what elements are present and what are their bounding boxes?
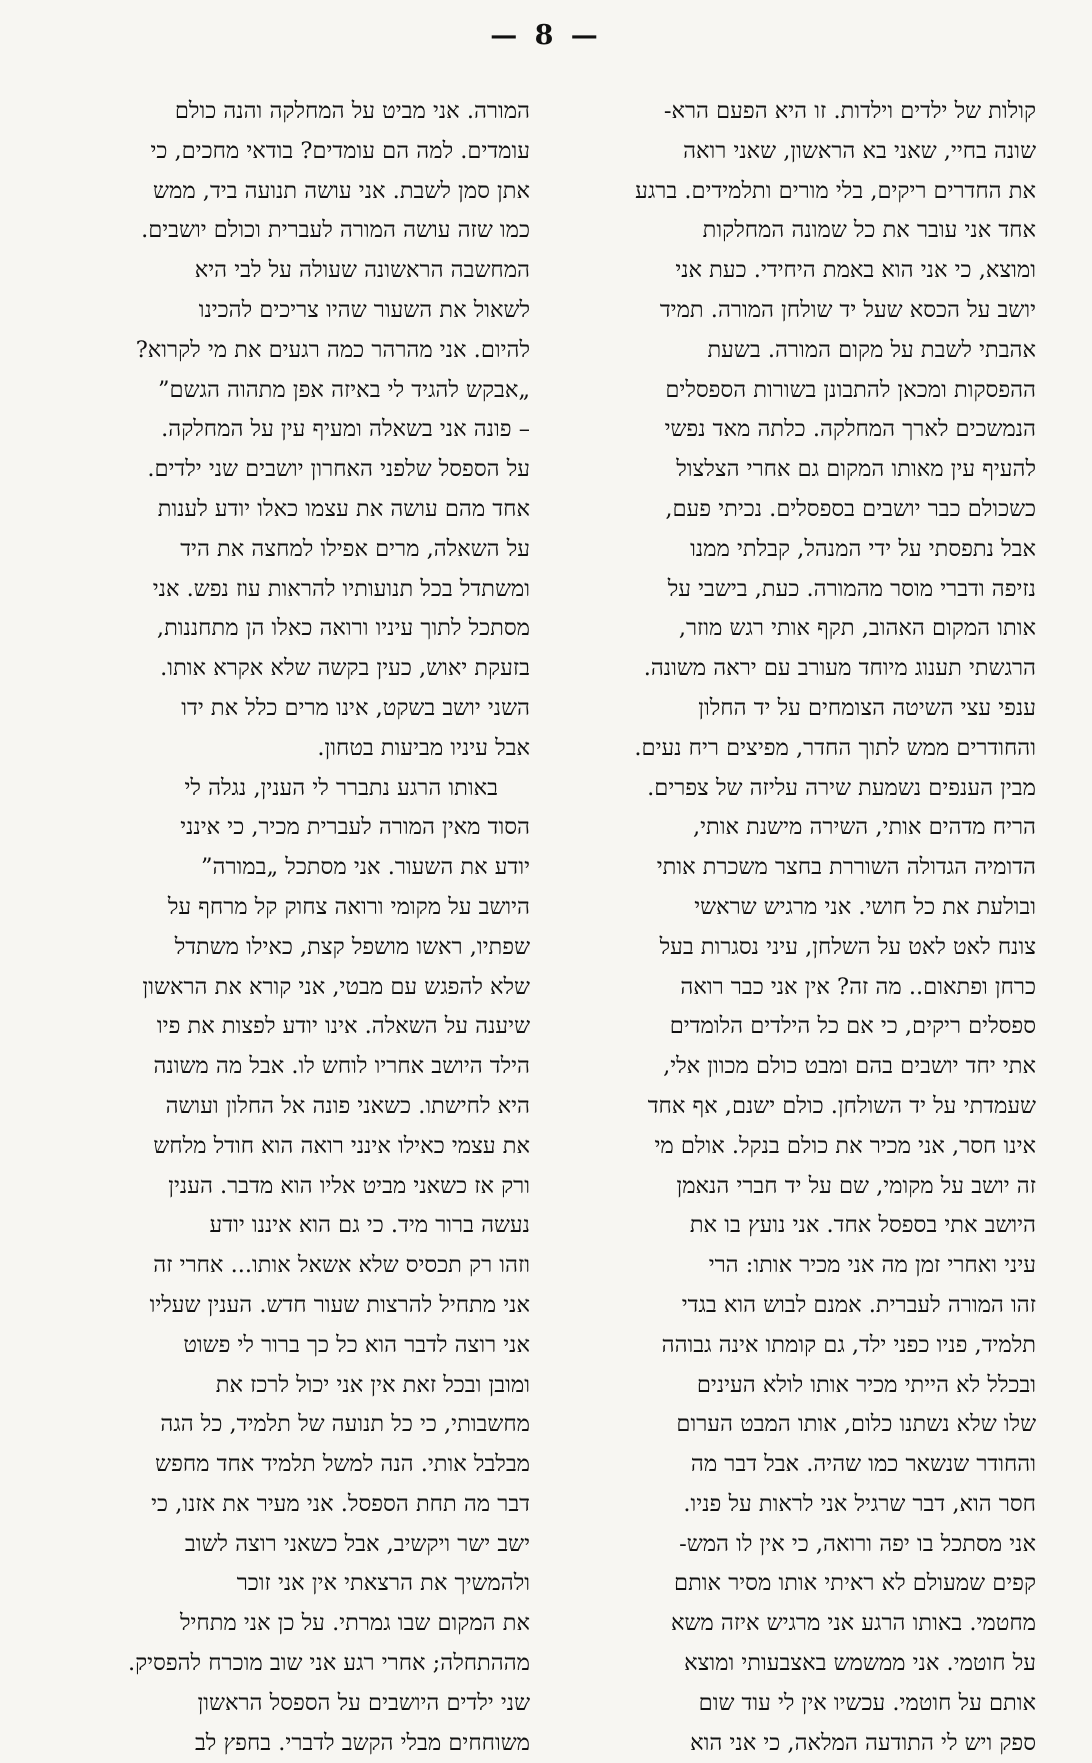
text-line: אבל עיניו מביעות בטחון.	[317, 734, 530, 761]
text-line: דבר מה תחת הספסל. אני מעיר את אזנו, כי	[151, 1490, 530, 1517]
text-line: את עצמי כאילו אינני רואה הוא חודל מלחש	[153, 1132, 530, 1159]
text-line: אחד מהם עושה את עצמו כאלו יודע לענות	[157, 495, 530, 522]
text-line: אבל נתפסתי על ידי המנהל, קבלתי ממנו	[690, 535, 1036, 562]
text-line: – פונה אני בשאלה ומעיף עין על המחלקה.	[161, 416, 530, 443]
text-line: ולהמשיך את הרצאתי אין אני זוכר	[236, 1570, 530, 1597]
text-line: הסוד מאין המורה לעברית מכיר, כי אינני	[180, 814, 530, 841]
text-line: ומשתדל בכל תנועותיו להראות עוז נפש. אני	[152, 575, 530, 602]
text-line: הדומיה הגדולה השוררת בחצר משכרת אותי	[656, 854, 1036, 881]
text-line: להיום. אני מהרהר כמה רגעים את מי לקרוא?	[135, 336, 530, 363]
text-line: ורק אז כשאני מביט אליו הוא מדבר. הענין	[168, 1172, 530, 1199]
text-line: אחד אני עובר את כל שמונה המחלקות	[702, 217, 1036, 244]
text-line: שונה בחיי, שאני בא הראשון, שאני רואה	[683, 137, 1036, 164]
text-line: על השאלה, מרים אפילו למחצה את היד	[180, 535, 530, 562]
text-line: המחשבה הראשונה שעולה על לבי היא	[194, 257, 530, 284]
text-line: היושב אתי בספסל אחד. אני נועץ בו את	[689, 1212, 1036, 1239]
right-text-column	[556, 92, 1036, 1763]
text-line: ומוצא, כי אני הוא באמת היחידי. כעת אני	[675, 257, 1036, 284]
text-line: ההפסקות ומכאן להתבונן בשורות הספסלים	[665, 376, 1036, 403]
text-line: על חוטמי. אני ממשמש באצבעותי ומוצא	[684, 1650, 1036, 1677]
text-line: אותם על חוטמי. עכשיו אין לי עוד שום	[698, 1689, 1036, 1716]
text-line: משוחחים מבלי הקשב לדברי. בחפץ לב	[194, 1729, 530, 1756]
text-line: מחשבותי, כי כל תנועה של תלמיד, כל הגה	[160, 1411, 530, 1438]
text-line: זה יושב על מקומי, שם על יד חברי הנאמן	[676, 1172, 1036, 1199]
text-line: קולות של ילדים וילדות. זו היא הפעם הרא-	[663, 98, 1036, 124]
text-line: אותו המקום האהוב, תקף אותי רגש מוזר,	[678, 615, 1036, 642]
text-line: אינו חסר, אני מכיר את כולם בנקל. אולם מי	[654, 1132, 1036, 1159]
text-line: כשכולם כבר יושבים בספסלים. נכיתי פעם,	[665, 495, 1036, 522]
text-line: מבין הענפים נשמעת שירה עליזה של צפרים.	[647, 774, 1036, 801]
text-line: נזיפה ודברי מוסר מהמורה. כעת, בישבי על	[667, 575, 1036, 602]
text-line: והחודר שנשאר כמו שהיה. אבל דבר מה	[690, 1451, 1036, 1478]
text-line: ענפי עצי השיטה הצומחים על יד החלון	[698, 694, 1036, 721]
text-line: אתן סמן לשבת. אני עושה תנועה ביד, ממש	[153, 177, 530, 204]
text-line: וזהו רק תכסיס שלא אשאל אותו... אחרי זה	[153, 1252, 530, 1279]
text-line: קפים שמעולם לא ראיתי אותו מסיר אותם	[674, 1570, 1036, 1597]
text-line: מסתכל לתוך עיניו ורואה כאלו הן מתחננות,	[156, 615, 530, 642]
text-line: היושב על מקומי ורואה צחוק קל מרחף על	[167, 893, 530, 920]
text-line: ובולעת את כל חושי. אני מרגיש שראשי	[694, 893, 1036, 920]
text-line: על הספסל שלפני האחרון יושבים שני ילדים.	[147, 456, 530, 483]
text-line: עומדים. למה הם עומדים? בודאי מחכים, כי	[150, 137, 530, 164]
text-line: שפתיו, ראשו מושפל קצת, כאילו משתדל	[174, 933, 530, 960]
text-line: את החדרים ריקים, בלי מורים ותלמידים. ברגע	[635, 177, 1036, 204]
text-line: ומובן ובכל זאת אין אני יכול לרכז את	[215, 1371, 530, 1398]
text-line: ספסלים ריקים, כי אם כל הילדים הלומדים	[669, 1013, 1036, 1040]
text-line: תלמיד, פניו כפני ילד, גם קומתו אינה גבוהה	[661, 1331, 1036, 1358]
text-line: לשאול את השעור שהיו צריכים להכינו	[198, 296, 530, 323]
text-line: בזעקת יאוש, כעין בקשה שלא אקרא אותו.	[160, 655, 530, 682]
text-line: אתי יחד יושבים בהם ומבט כולם מכוון אלי,	[663, 1053, 1036, 1080]
text-line: יושב על הכסא שעל יד שולחן המורה. תמיד	[659, 296, 1036, 323]
text-line: זהו המורה לעברית. אמנם לבוש הוא בגדי	[681, 1291, 1036, 1318]
text-line: שלא להפגש עם מבטי, אני קורא את הראשון	[142, 973, 530, 1000]
text-line: שני ילדים היושבים על הספסל הראשון	[197, 1689, 530, 1716]
text-line: שעמדתי על יד השולחן. כולם ישנם, אף אחד	[647, 1092, 1036, 1119]
text-line: כמו שזה עושה המורה לעברית וכולם יושבים.	[141, 217, 530, 244]
text-line: הנמשכים לארך המחלקה. כלתה מאד נפשי	[664, 416, 1036, 443]
text-line: את המקום שבו גמרתי. על כן אני מתחיל	[179, 1610, 530, 1637]
text-line: עיני ואחרי זמן מה אני מכיר אותו: הרי	[708, 1252, 1036, 1279]
text-line: יודע את השעור. אני מסתכל „במורה”	[201, 854, 530, 881]
text-line: ובכלל לא הייתי מכיר אותו לולא העינים	[696, 1371, 1036, 1398]
text-line: חסר הוא, דבר שרגיל אני לראות על פניו.	[683, 1490, 1036, 1517]
page-number: — 8 —	[490, 20, 602, 51]
left-text-column	[20, 92, 530, 1763]
text-line: אהבתי לשבת על מקום המורה. בשעת	[707, 336, 1036, 363]
text-line: השני יושב בשקט, אינו מרים כלל את ידו	[181, 694, 530, 721]
text-line: הריח מדהים אותי, השירה מישנת אותי,	[692, 814, 1036, 841]
text-line: מחטמי. באותו הרגע אני מרגיש איזה משא	[670, 1610, 1036, 1637]
text-line: המורה. אני מביט על המחלקה והנה כולם	[174, 98, 530, 124]
text-line: כרחן ופתאום.. מה זה? אין אני כבר רואה	[680, 973, 1036, 1000]
text-line: באותו הרגע נתברר לי הענין, נגלה לי	[184, 774, 498, 801]
text-line: אני מסתכל בו יפה ורואה, כי אין לו המש-	[679, 1530, 1036, 1557]
text-line: אני רוצה לדבר הוא כל כך ברור לי פשוט	[183, 1331, 530, 1358]
text-line: נעשה ברור מיד. כי גם הוא איננו יודע	[209, 1212, 530, 1239]
text-line: מההתחלה; אחרי רגע אני שוב מוכרח להפסיק.	[127, 1650, 530, 1677]
text-line: מבלבל אותי. הנה למשל תלמיד אחד מחפש	[155, 1451, 530, 1478]
text-line: ישב ישר ויקשיב, אבל כשאני רוצה לשוב	[184, 1530, 530, 1557]
text-line: אני מתחיל להרצות שעור חדש. הענין שעליו	[149, 1291, 530, 1318]
text-line: להעיף עין מאותו המקום גם אחרי הצלצול	[676, 456, 1036, 483]
text-line: צונח לאט לאט על השלחן, עיני נסגרות בעל	[659, 933, 1036, 960]
text-line: הילד היושב אחריו לוחש לו. אבל מה משונה	[153, 1053, 530, 1080]
text-line: והחודרים ממש לתוך החדר, מפיצים ריח נעים.	[634, 734, 1036, 761]
text-line: שיענה על השאלה. אינו יודע לפצות את פיו	[156, 1013, 530, 1040]
text-line: „אבקש להגיד לי באיזה אפן מתהוה הגשם”	[158, 376, 530, 403]
text-line: שלו שלא נשתנו כלום, אותו המבט הערום	[676, 1411, 1036, 1438]
text-line: ספק ויש לי התודעה המלאה, כי אני הוא	[690, 1729, 1036, 1756]
text-line: היא לחישתו. כשאני פונה אל החלון ועושה	[165, 1092, 530, 1119]
text-line: הרגשתי תענוג מיוחד מעורב עם יראה משונה.	[643, 655, 1036, 682]
